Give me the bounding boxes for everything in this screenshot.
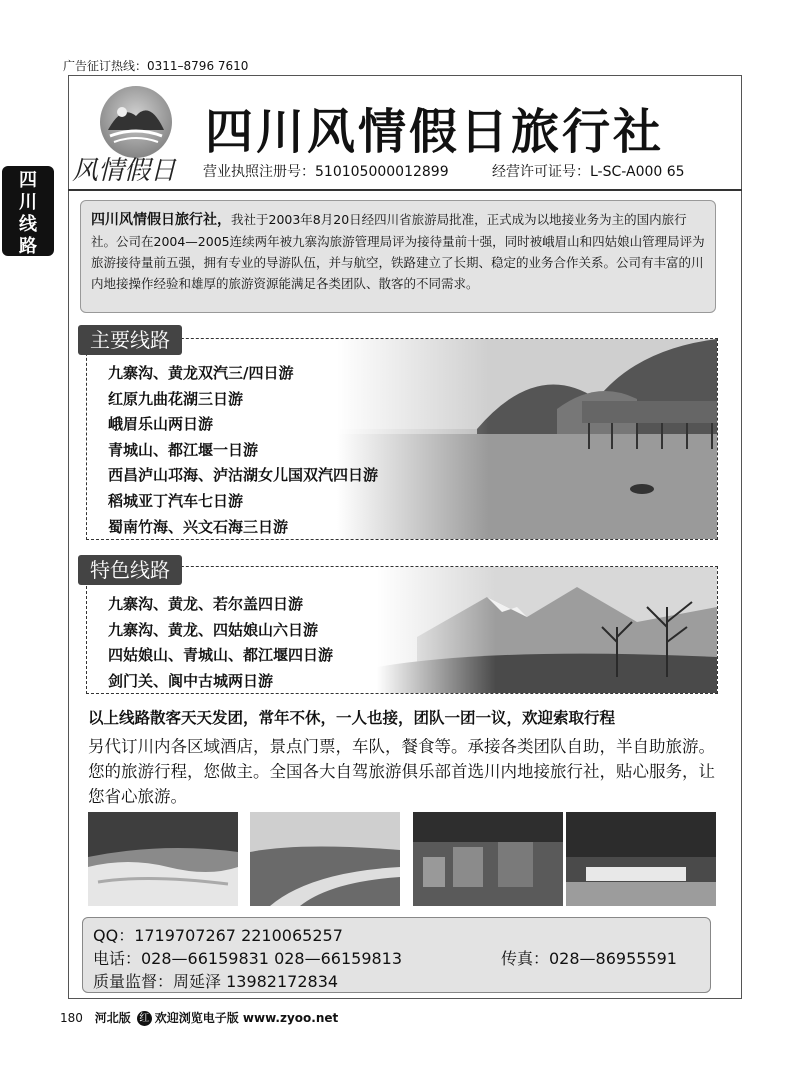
route-item: 峨眉乐山两日游 bbox=[108, 415, 214, 433]
red-badge-icon: 红 bbox=[137, 1011, 152, 1026]
route-item: 九寨沟、黄龙、四姑娘山六日游 bbox=[108, 621, 319, 639]
side-tab-char: 路 bbox=[19, 236, 37, 257]
slogan: 以上线路散客天天发团，常年不休，一人也接，团队一团一议，欢迎索取行程 bbox=[88, 709, 616, 727]
travel-permit-number: 经营许可证号：L-SC-A000 65 bbox=[492, 164, 685, 180]
intro-body: 我社于2003年8月20日经四川省旅游局批准，正式成为以地接业务为主的国内旅行社。公司在2004—2005连续两年被九寨沟旅游管理局评为接待量前十强，同时被峨眉山和四姑娘山管理局评为旅游接待量前五强，拥有专业的导游队伍，并与航空，铁路建立了长期、稳定的业务合作关系。公司有丰富的川内地接操作经验和雄厚的旅游资源能满足各类团队、散客的不同需求。 bbox=[91, 212, 705, 291]
side-tab-char: 四 bbox=[19, 170, 37, 191]
route-item: 西昌泸山邛海、泸沽湖女儿国双汽四日游 bbox=[108, 466, 379, 484]
logo-script-text: 风情假日 bbox=[72, 156, 177, 186]
side-tab-sichuan-routes bbox=[2, 166, 54, 256]
side-tab-char: 川 bbox=[19, 192, 37, 213]
route-item: 九寨沟、黄龙双汽三/四日游 bbox=[108, 364, 294, 382]
route-item: 青城山、都江堰一日游 bbox=[108, 441, 259, 459]
business-license-number: 营业执照注册号：510105000012899 bbox=[203, 164, 449, 180]
side-tab-char: 线 bbox=[19, 214, 37, 235]
phone-numbers: 电话：028—66159831 028—66159813 bbox=[93, 949, 403, 968]
route-item: 蜀南竹海、兴文石海三日游 bbox=[108, 518, 289, 536]
company-logo-icon bbox=[100, 86, 172, 158]
footer-welcome: 欢迎浏览电子版 www.zyoo.net bbox=[154, 1011, 339, 1025]
header-divider bbox=[68, 189, 742, 191]
service-description: 另代订川内各区域酒店，景点门票，车队，餐食等。承接各类团队自助，半自助旅游。您的旅游行程，您做主。全国各大自驾旅游俱乐部首选川内地接旅行社，贴心服务，让您省心旅游。 bbox=[88, 737, 715, 806]
mountain-photo bbox=[377, 567, 717, 694]
route-item: 九寨沟、黄龙、若尔盖四日游 bbox=[108, 595, 304, 613]
page-footer bbox=[60, 1009, 338, 1026]
contact-box bbox=[82, 917, 711, 993]
thumbnail-terraced-pools bbox=[88, 812, 238, 906]
edition-label: 河北版 bbox=[94, 1011, 131, 1025]
route-item: 红原九曲花湖三日游 bbox=[108, 390, 244, 408]
company-intro bbox=[80, 200, 716, 313]
page-number: 180 bbox=[60, 1011, 83, 1025]
thumbnail-river-valley bbox=[250, 812, 400, 906]
ad-hotline: 广告征订热线：0311–8796 7610 bbox=[63, 59, 249, 73]
fax-number: 传真：028—86955591 bbox=[501, 949, 677, 968]
qq-numbers: QQ：1719707267 2210065257 bbox=[93, 926, 343, 945]
company-title: 四川风情假日旅行社 bbox=[205, 104, 665, 160]
thumbnail-waterfall bbox=[566, 812, 716, 906]
route-item: 稻城亚丁汽车七日游 bbox=[108, 492, 244, 510]
thumbnail-stone-carvings bbox=[413, 812, 563, 906]
route-item: 四姑娘山、青城山、都江堰四日游 bbox=[108, 646, 334, 664]
quality-supervisor: 质量监督：周延泽 13982172834 bbox=[93, 972, 339, 991]
special-routes-label: 特色线路 bbox=[78, 555, 182, 585]
lake-photo bbox=[337, 339, 717, 540]
route-item: 剑门关、阆中古城两日游 bbox=[108, 672, 274, 690]
main-routes-label: 主要线路 bbox=[78, 325, 182, 355]
intro-lead: 四川风情假日旅行社， bbox=[91, 212, 231, 228]
